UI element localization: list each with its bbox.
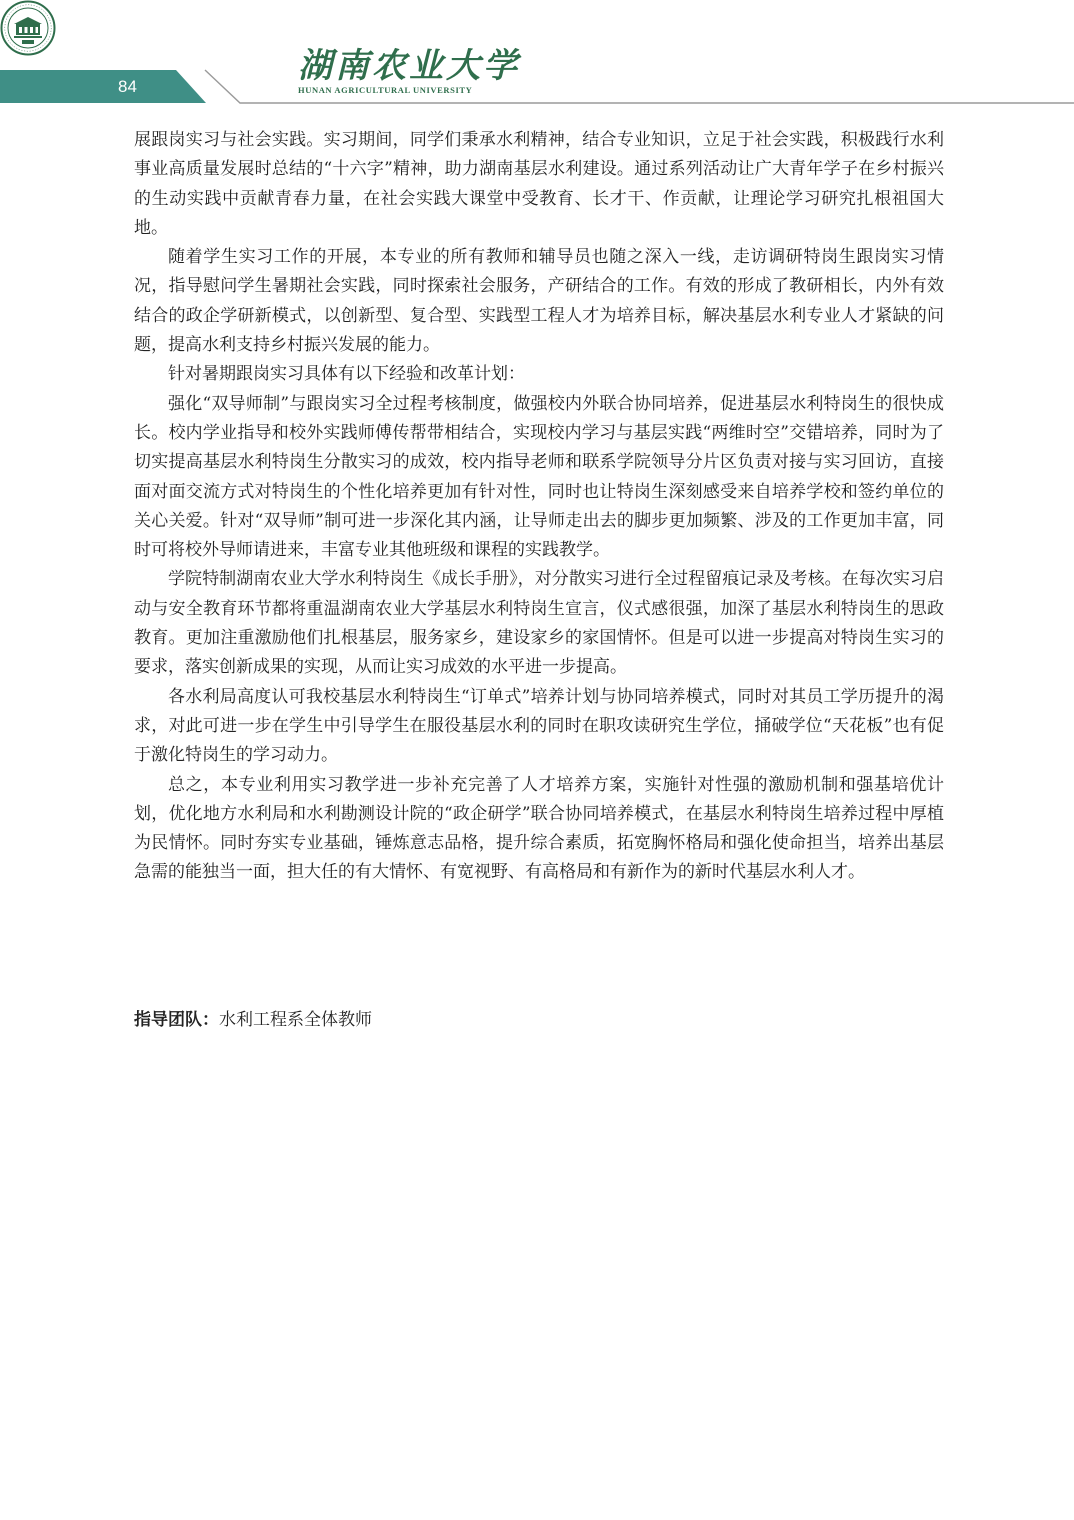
paragraph: 各水利局高度认可我校基层水利特岗生“订单式”培养计划与协同培养模式，同时对其员工学历提升的渴求，对此可进一步在学生中引导学生在服役基层水利的同时在职攻读研究生学位，捅破学位“天花板”也有促于激化特岗生的学习动力。 xyxy=(134,686,944,766)
paragraph: 针对暑期跟岗实习具体有以下经验和改革计划： xyxy=(168,364,525,385)
university-name-cn: 湖南农业大学 xyxy=(298,46,520,86)
guidance-team-value: 水利工程系全体教师 xyxy=(219,1010,372,1030)
page-header xyxy=(0,0,1074,110)
guidance-team xyxy=(134,1006,372,1034)
paragraph: 强化“双导师制”与跟岗实习全过程考核制度，做强校内外联合协同培养，促进基层水利特岗生的很快成长。校内学业指导和校外实践师傅传帮带相结合，实现校内学习与基层实践“两维时空”交错培养，同时为了切实提高基层水利特岗生分散实习的成效，校内指导老师和联系学院领导分片区负责对接与实习回访，直接面对面交流方式对特岗生的个性化培养更加有针对性，同时也让特岗生深刻感受来自培养学校和签约单位的关心关爱。针对“双导师”制可进一步深化其内涵，让导师走出去的脚步更加频繁、涉及的工作更加丰富，同时可将校外导师请进来，丰富专业其他班级和课程的实践教学。 xyxy=(134,393,944,561)
paragraph: 学院特制湖南农业大学水利特岗生《成长手册》，对分散实习进行全过程留痕记录及考核。在每次实习启动与安全教育环节都将重温湖南农业大学基层水利特岗生宣言，仪式感很强，加深了基层水利特岗生的思政教育。更加注重激励他们扎根基层，服务家乡，建设家乡的家国情怀。但是可以进一步提高对特岗生实习的要求，落实创新成果的实现，从而让实习成效的水平进一步提高。 xyxy=(134,569,944,678)
page-number: 84 xyxy=(118,77,137,96)
guidance-team-label: 指导团队： xyxy=(134,1010,219,1030)
paragraph: 随着学生实习工作的开展，本专业的所有教师和辅导员也随之深入一线，走访调研特岗生跟岗实习情况，指导慰问学生暑期社会实践，同时探索社会服务，产研结合的工作。有效的形成了教研相长，内外有效结合的政企学研新模式，以创新型、复合型、实践型工程人才为培养目标，解决基层水利专业人才紧缺的问题，提高水利支持乡村振兴发展的能力。 xyxy=(134,247,944,356)
paragraph-continuation: 展跟岗实习与社会实践。实习期间，同学们秉承水利精神，结合专业知识，立足于社会实践，积极践行水利事业高质量发展时总结的“十六字”精神，助力湖南基层水利建设。通过系列活动让广大青年学子在乡村振兴的生动实践中贡献青春力量，在社会实践大课堂中受教育、长才干、作贡献，让理论学习研究扎根祖国大地。 xyxy=(134,130,944,238)
university-name-en: HUNAN AGRICULTURAL UNIVERSITY xyxy=(298,85,473,95)
page-number-tab xyxy=(0,70,206,103)
university-seal-icon xyxy=(0,0,56,56)
paragraph: 总之，本专业利用实习教学进一步补充完善了人才培养方案，实施针对性强的激励机制和强基培优计划，优化地方水利局和水利勘测设计院的“政企研学”联合协同培养模式，在基层水利特岗生培养过程中厚植为民情怀。同时夯实专业基础，锤炼意志品格，提升综合素质，拓宽胸怀格局和强化使命担当，培养出基层急需的能独当一面，担大任的有大情怀、有宽视野、有高格局和有新作为的新时代基层水利人才。 xyxy=(134,774,944,883)
article-body xyxy=(134,126,944,888)
